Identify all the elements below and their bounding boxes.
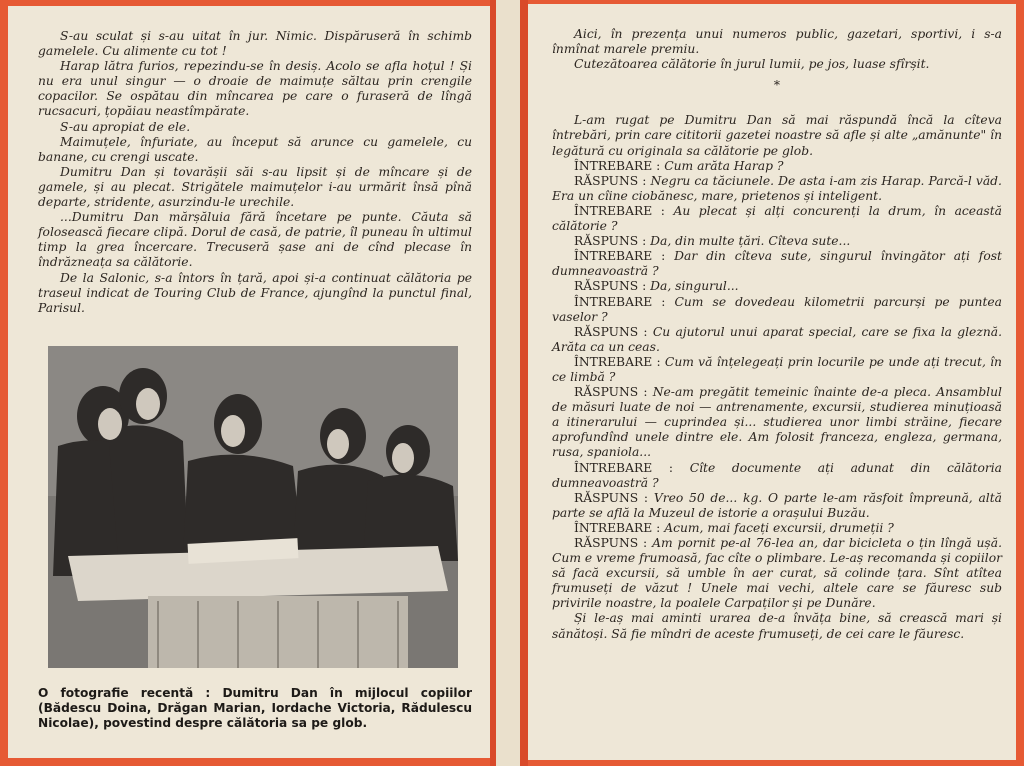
- paragraph: Cutezătoarea călătorie în jurul lumii, pe jos, luase sfîrșit.: [574, 57, 930, 72]
- qa-text: Cum se dovedeau kilometrii parcurși pe puntea vaselor ?: [552, 294, 1002, 324]
- qa-item: [552, 325, 1002, 355]
- qa-text: Negru ca tăciunele. De asta i-am zis Harap. Parcă-l văd. Era un cîine ciobănesc, mare, prietenos și inteligent.: [552, 173, 1002, 203]
- paragraph: Dumitru Dan și tovarășii săi s-au lipsit și de mîncare și de gamele, și au plecat. Strigătele maimuțelor i-au urmărit însă pînă departe, stridente, asurzindu-le urechile.: [38, 164, 472, 210]
- qa-label: ÎNTREBARE :: [574, 460, 674, 475]
- qa-item: [552, 295, 1002, 325]
- qa-item: [552, 234, 1002, 249]
- qa-item: [552, 536, 1002, 611]
- photo-illustration: [48, 346, 458, 668]
- right-page: [528, 4, 1016, 760]
- qa-label: ÎNTREBARE :: [574, 294, 666, 309]
- paragraph: Harap lătra furios, repezindu-se în desiș. Acolo se afla hoțul ! Și nu era unul singur — o droaie de maimuțe săltau prin crengile copacilor. Se ospătau din mîncarea pe care o furaseră de lîngă rucsacuri, țopăiau neastîmpărate.: [38, 59, 472, 119]
- qa-text: Da, din multe țări. Cîteva sute...: [650, 234, 851, 249]
- qa-item: [552, 491, 1002, 521]
- qa-label: RĂSPUNS :: [574, 173, 647, 188]
- qa-label: RĂSPUNS :: [574, 324, 648, 339]
- photo-caption: O fotografie recentă : Dumitru Dan în mijlocul copiilor (Bădescu Doina, Drăgan Marian, Iordache Victoria, Rădulescu Nicolae), povestind despre călătoria sa pe glob.: [38, 686, 472, 731]
- qa-label: ÎNTREBARE :: [574, 520, 661, 535]
- qa-label: ÎNTREBARE :: [574, 354, 661, 369]
- paragraph: Aici, în prezența unui numeros public, gazetari, sportivi, i s-a înmînat marele premiu.: [552, 27, 1002, 57]
- qa-item: [552, 279, 1002, 294]
- qa-text: Am pornit pe-al 76-lea an, dar bicicleta o țin lîngă ușă. Cum e vreme frumoasă, fac cîte o plimbare. Le-aș recomanda și copiilor să facă excursii, să umble în aer curat, să colinde țara. Sînt atîtea frumuseți de văzut ! Unele mai vechi, altele care se făuresc sub privirile noastre, la poalele Carpaților și pe Dunăre.: [552, 536, 1002, 611]
- paragraph: Și le-aș mai aminti urarea de-a învăța bine, să crească mari și sănătoși. Să fie mîndri de aceste frumuseți, de cei care le făuresc.: [552, 611, 1002, 641]
- left-page: [8, 6, 490, 758]
- paragraph: Maimuțele, înfuriate, au început să arunce cu gamelele, cu banane, cu crengi uscate.: [38, 134, 472, 164]
- qa-text: Acum, mai faceți excursii, drumeții ?: [664, 520, 894, 535]
- qa-item: [552, 521, 1002, 536]
- qa-item: [552, 355, 1002, 385]
- paragraph: S-au sculat și s-au uitat în jur. Nimic. Dispăruseră în schimb gamelele. Cu alimente cu tot !: [38, 29, 472, 59]
- qa-text: Da, singurul...: [650, 279, 739, 294]
- right-page-text: [552, 27, 1002, 642]
- qa-text: Cu ajutorul unui aparat special, care se fixa la gleznă. Arăta ca un ceas.: [552, 324, 1002, 354]
- qa-label: ÎNTREBARE :: [574, 203, 665, 218]
- left-page-text: [38, 29, 472, 316]
- qa-text: Dar din cîteva sute, singurul învingător ați fost dumneavoastră ?: [552, 249, 1002, 279]
- qa-label: RĂSPUNS :: [574, 234, 647, 249]
- qa-label: RĂSPUNS :: [574, 490, 649, 505]
- qa-text: Cîte documente ați adunat din călătoria dumneavoastră ?: [552, 460, 1002, 490]
- qa-item: [552, 159, 1002, 174]
- group-photo: [48, 346, 458, 668]
- qa-item: [552, 174, 1002, 204]
- paragraph: S-au apropiat de ele.: [60, 119, 191, 134]
- section-separator: *: [773, 78, 781, 93]
- paragraph: ...Dumitru Dan mărșăluia fără încetare pe punte. Căuta să folosească fiecare clipă. Dorul de casă, de patrie, îl puneau în ultimul timp la grea încercare. Trecuseră șase ani de cînd plecase în îndrăzneața sa călătorie.: [38, 210, 472, 270]
- qa-text: Au plecat și alți concurenți la drum, în această călătorie ?: [552, 203, 1002, 234]
- qa-label: RĂSPUNS :: [574, 279, 647, 294]
- qa-text: Vreo 50 de... kg. O parte le-am răsfoit împreună, altă parte se află la Muzeul de istorie a orașului Buzău.: [552, 490, 1002, 520]
- center-fold: [496, 0, 520, 766]
- qa-text: Cum vă înțelegeați prin locurile pe unde ați trecut, în ce limbă ?: [552, 354, 1002, 384]
- qa-item: [552, 385, 1002, 460]
- qa-item: [552, 461, 1002, 491]
- page-gutter: [490, 0, 528, 766]
- qa-item: [552, 249, 1002, 279]
- paragraph: De la Salonic, s-a întors în țară, apoi și-a continuat călătoria pe traseul indicat de Touring Club de France, ajungînd la punctul final, Parisul.: [38, 270, 472, 315]
- qa-label: ÎNTREBARE :: [574, 249, 666, 264]
- qa-text: Ne-am pregătit temeinic înainte de-a pleca. Ansamblul de măsuri luate de noi — antrenamente, excursii, studierea minuțioasă a itinerarului — cuprindea și... studierea unor limbi străine, fiecare aprofundînd unele dintre ele. Am folosit franceza, engleza, germana, rusa, spaniola...: [552, 385, 1002, 460]
- qa-label: RĂSPUNS :: [574, 385, 648, 400]
- qa-label: ÎNTREBARE :: [574, 158, 661, 173]
- qa-label: RĂSPUNS :: [574, 536, 648, 550]
- qa-text: Cum arăta Harap ?: [664, 158, 784, 173]
- paragraph: L-am rugat pe Dumitru Dan să mai răspundă încă la cîteva întrebări, prin care cititorii gazetei noastre să afle și alte „amănunte" în legătură cu originala sa călătorie pe glob.: [552, 113, 1002, 158]
- qa-item: [552, 204, 1002, 234]
